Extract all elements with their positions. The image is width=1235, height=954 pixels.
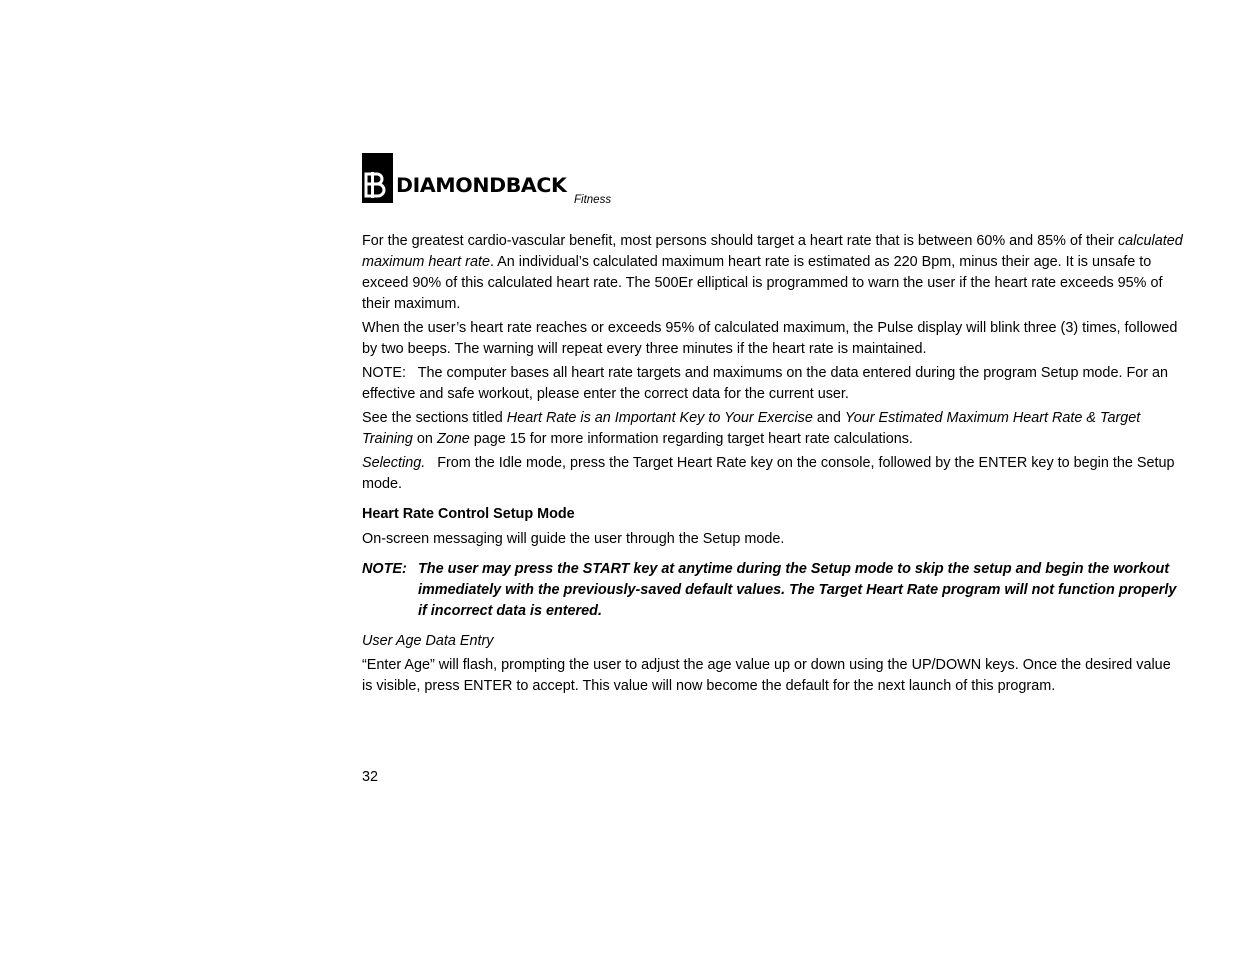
document-body — [362, 231, 1184, 700]
page-number: 32 — [362, 769, 379, 785]
diamondback-logo-icon — [362, 153, 393, 203]
paragraph-note-data: NOTE: The computer bases all heart rate targets and maximums on the data entered during the program Setup mode. For an effective and safe workout, please enter the correct data for the current user. — [362, 365, 1173, 402]
section-heading: Heart Rate Control Setup Mode — [362, 506, 575, 522]
note-label: NOTE: — [362, 561, 407, 577]
note-text: The user may press the START key at anytime during the Setup mode to skip the setup and begin the workout immediately with the previously-saved default values. The Target Heart Rate program will not function properly if incorrect data is entered. — [418, 561, 1177, 619]
paragraph-target-heart-rate: For the greatest cardio-vascular benefit, most persons should target a heart rate that is between 60% and 85% of their calculated maximum heart rate. An individual’s calculated maximum heart rate is estimated as 220 Bpm, minus their age. It is unsafe to exceed 90% of this calculated heart rate. The 500Er elliptical is programmed to warn the user if the heart rate exceeds 95% of their maximum. — [362, 233, 1183, 312]
subheading-age: User Age Data Entry — [362, 633, 494, 649]
logo-subtitle: Fitness — [574, 194, 612, 206]
paragraph-warning: When the user’s heart rate reaches or exceeds 95% of calculated maximum, the Pulse display will blink three (3) times, followed by two beeps. The warning will repeat every three minutes if the heart rate is maintained. — [362, 320, 1178, 357]
note-skip-setup — [362, 559, 1184, 622]
brand-logo — [362, 153, 622, 209]
paragraph-selecting: Selecting. From the Idle mode, press the Target Heart Rate key on the console, followed by the ENTER key to begin the Setup mode. — [362, 455, 1179, 492]
paragraph-enter-age: “Enter Age” will flash, prompting the user to adjust the age value up or down using the UP/DOWN keys. Once the desired value is visible, press ENTER to accept. This value will now become the default for the next launch of this program. — [362, 657, 1171, 694]
logo-wordmark: DIAMONDBACK — [396, 174, 567, 197]
paragraph-see-sections: See the sections titled Heart Rate is an Important Key to Your Exercise and Your Estimated Maximum Heart Rate & Target Training on Zone page 15 for more information regarding target heart rate calculations. — [362, 410, 1141, 447]
paragraph-onscreen: On-screen messaging will guide the user through the Setup mode. — [362, 531, 785, 547]
